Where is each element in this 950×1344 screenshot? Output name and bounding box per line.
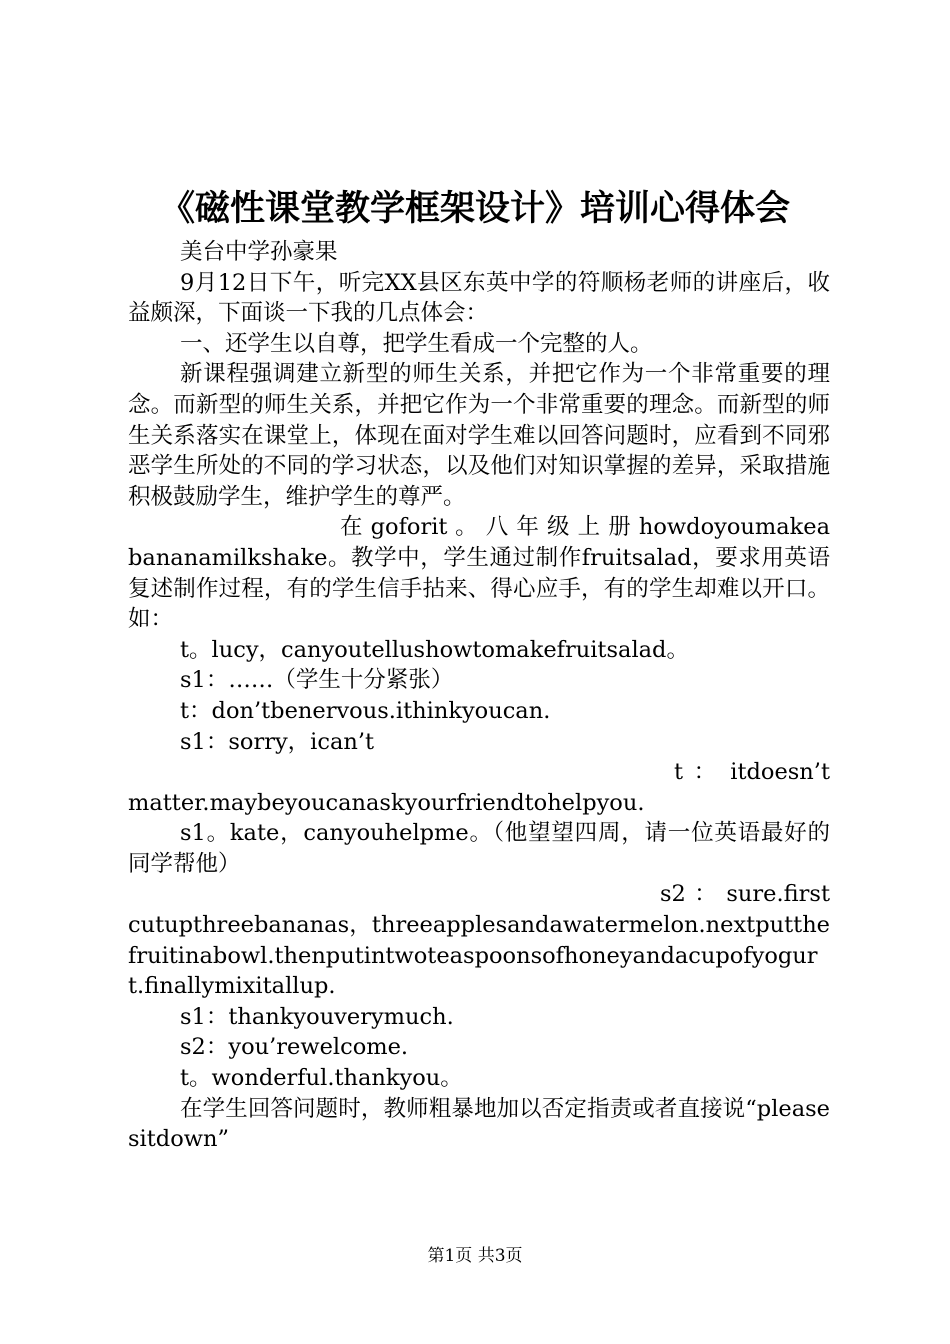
document-title: 《磁性课堂教学框架设计》培训心得体会 — [159, 189, 790, 229]
dialogue-line: t。lucy，canyoutellushowtomakefruitsalad。 — [180, 636, 689, 663]
dialogue-line: s1：sorry，ican’t — [180, 728, 375, 755]
dialogue-line: s1。kate，canyouhelpme。（他望望四周，请一位英语最好的同学帮他） — [128, 820, 830, 877]
dialogue-line: s2：you’rewelcome. — [180, 1034, 409, 1061]
section-heading: 一、还学生以自尊，把学生看成一个完整的人。 — [180, 330, 653, 357]
author-line: 美台中学孙豪果 — [180, 239, 338, 265]
dialogue-line: s1：……（学生十分紧张） — [180, 667, 454, 694]
paragraph: 在学生回答问题时，教师粗暴地加以否定指责或者直接说“pleasesitdown” — [128, 1095, 830, 1153]
dialogue-line: t：don’tbenervous.ithinkyoucan. — [180, 697, 551, 724]
document-body — [128, 237, 830, 1155]
paragraph: 新课程强调建立新型的师生关系，并把它作为一个非常重要的理念。而新型的师生关系，并把它作为一个非常重要的理念。而新型的师生关系落实在课堂上，体现在面对学生难以回答问题时，应看到不同邪恶学生所处的不同的学习状态，以及他们对知识掌握的差异，采取措施积极鼓励学生，维护学生的尊严。 — [128, 361, 830, 510]
paragraph: 9月12日下午，听完XX县区东英中学的符顺杨老师的讲座后，收益颇深，下面谈一下我的几点体会： — [128, 269, 830, 327]
dialogue-line: t ： itdoesn’tmatter.maybeyoucanaskyourfriendtohelpyou. — [128, 759, 830, 816]
dialogue-line: t。wonderful.thankyou。 — [180, 1065, 463, 1092]
dialogue-line: s1：thankyouverymuch. — [180, 1003, 454, 1030]
paragraph: 在 goforit 。 八 年 级 上 册 howdoyoumakeabananamilkshake。教学中，学生通过制作fruitsalad，要求用英语复述制作过程，有的学生信手拈来、得心应手，有的学生却难以开口。如： — [128, 514, 830, 633]
page-number: 第1页 共3页 — [427, 1246, 523, 1266]
dialogue-line: s2 ： sure.firstcutupthreebananas，threeapplesandawatermelon.nextputthefruitinabowl.thenputintwoteaspoonsofhoneyandacupofyogurt.finallymixitallup. — [128, 881, 830, 1000]
